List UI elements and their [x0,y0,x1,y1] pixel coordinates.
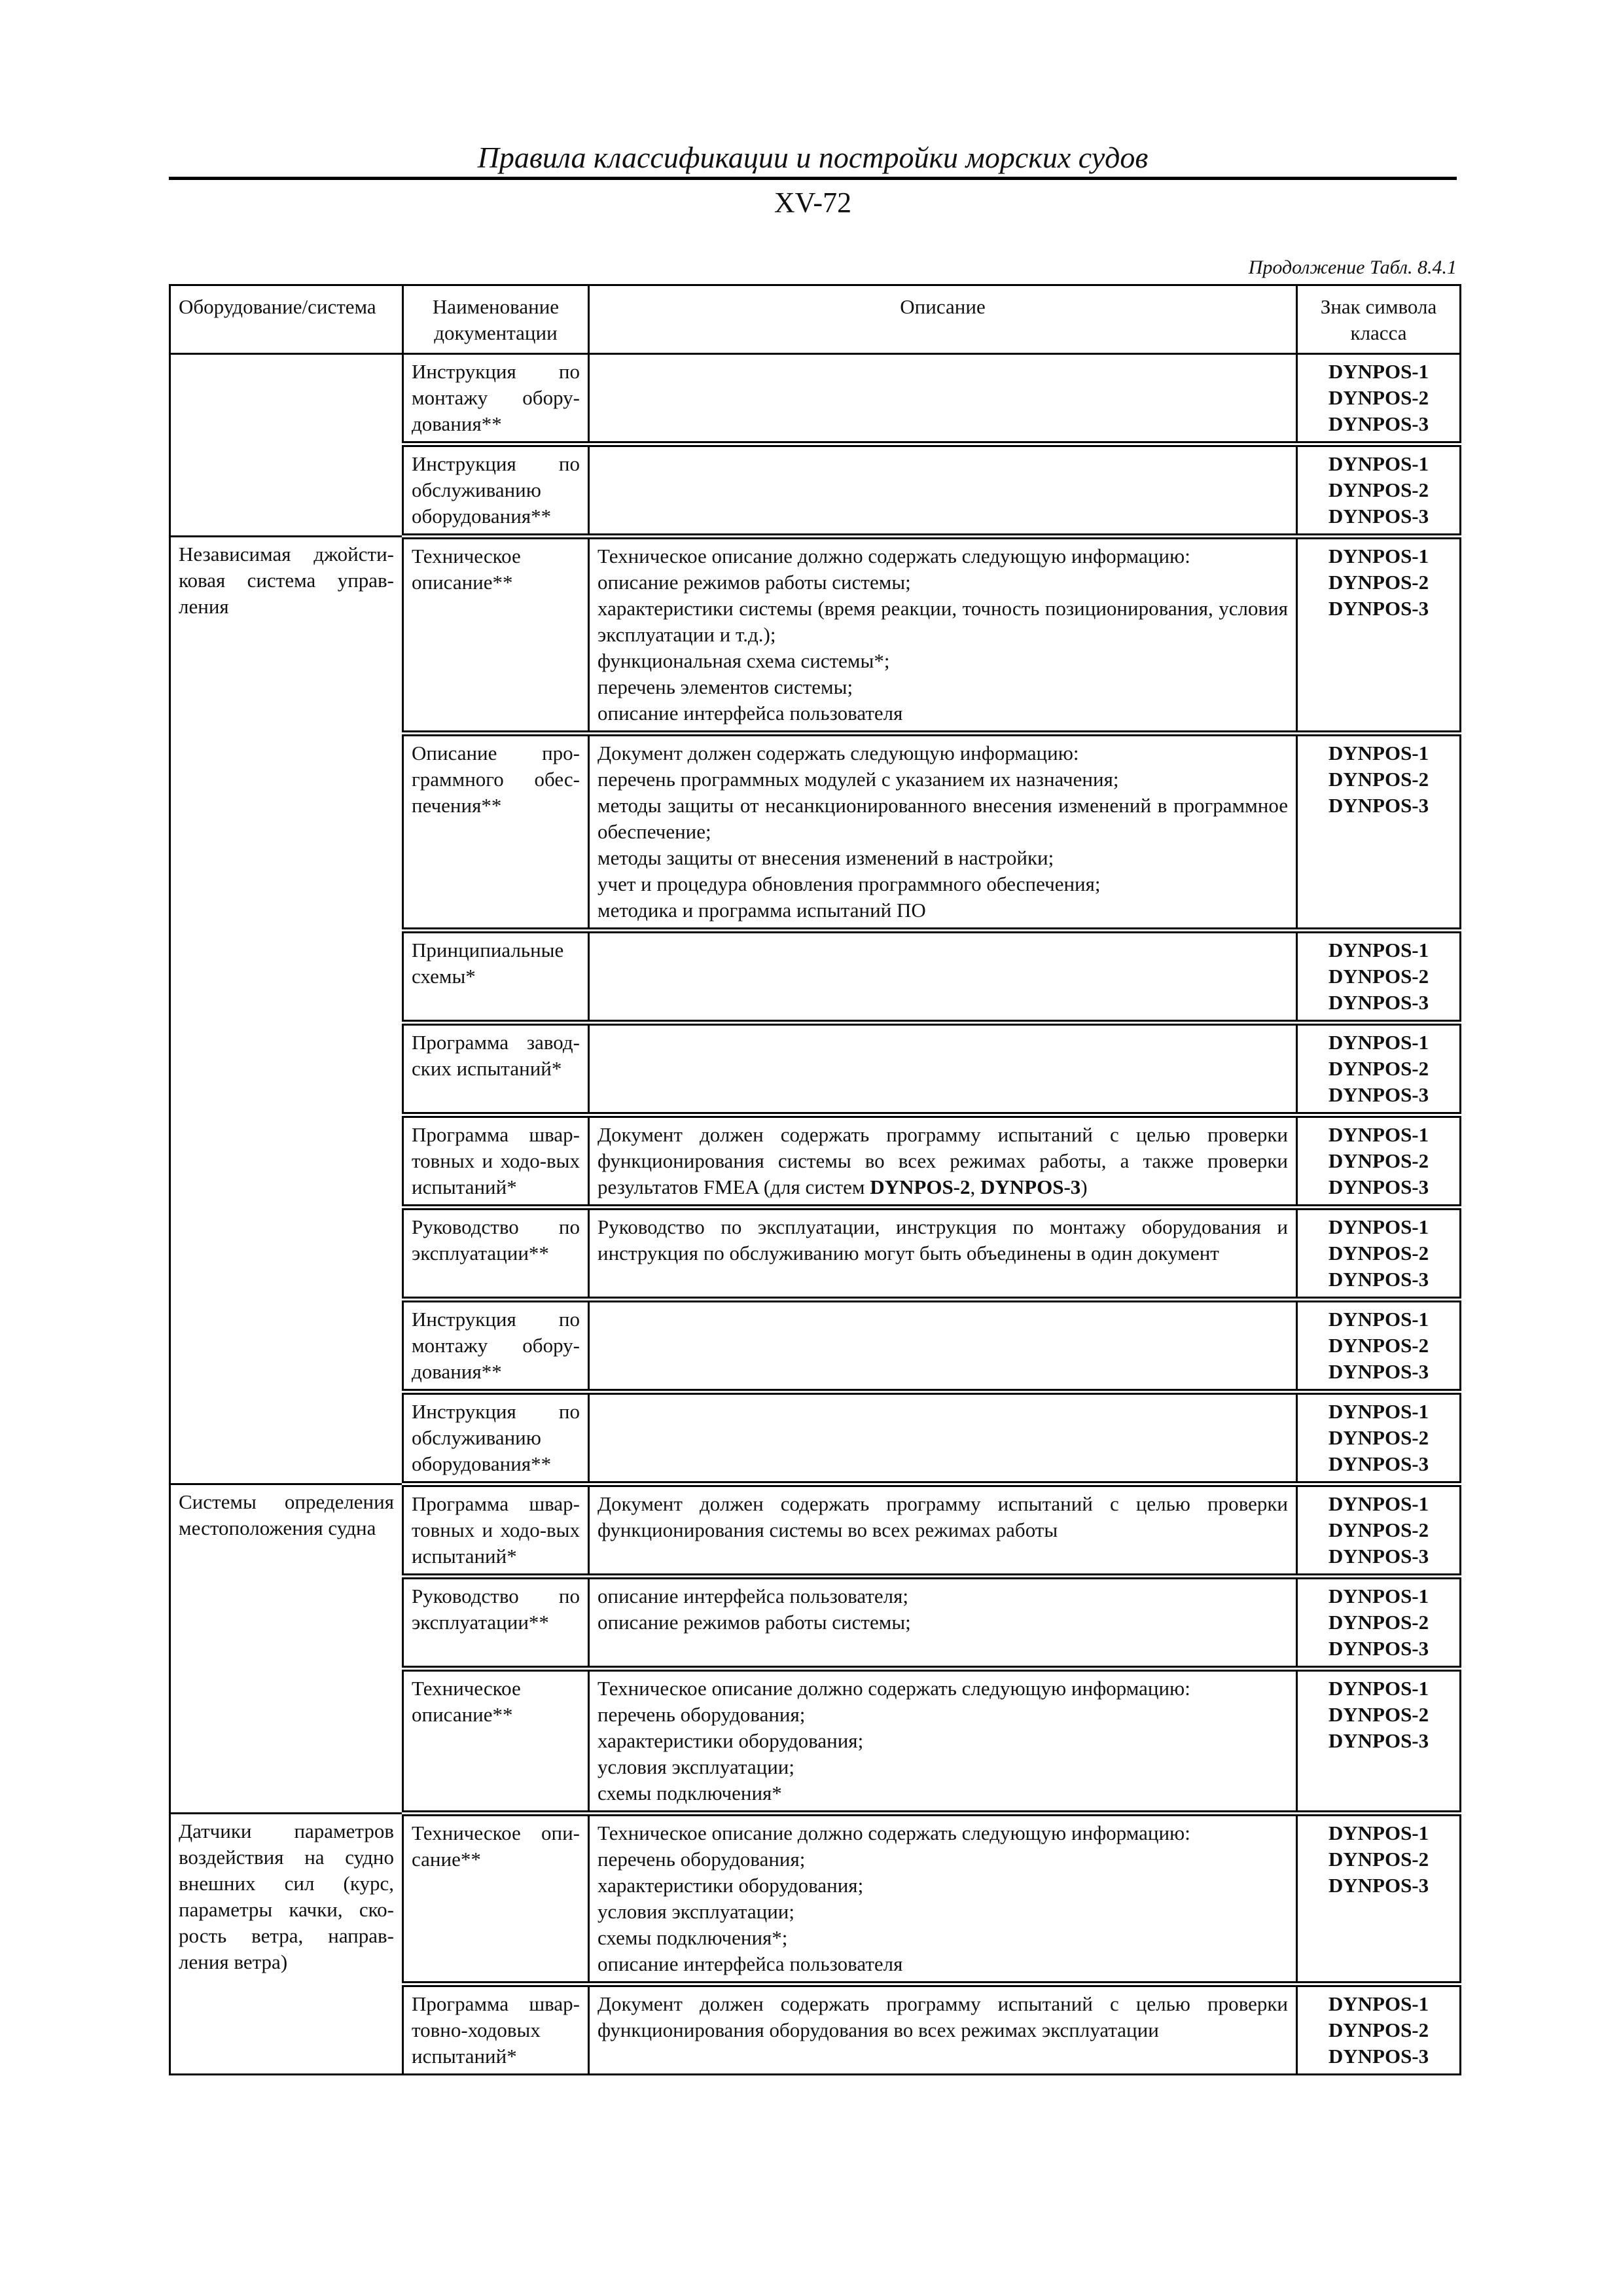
description-line: описание интерфейса пользователя; [597,1585,909,1607]
documentation-name-cell: Техническое описание** [403,1669,589,1814]
description-line: перечень оборудования; [597,1703,806,1726]
class-mark-cell [1297,1115,1461,1208]
column-header-class-mark: Знак символа класса [1297,285,1461,354]
table-row [170,1814,1461,1984]
description-line: характеристики системы (время реакции, точность позиционирования, условия эксплуатации и т.д.); [597,597,1288,646]
class-mark-2: DYNPOS-2 [1328,2018,1429,2041]
description-cell [589,734,1297,931]
documentation-name-cell: Техническое опи-сание** [403,1814,589,1984]
documentation-name-cell: Принципиальные схемы* [403,931,589,1023]
description-cell [589,1208,1297,1300]
description-line: схемы подключения*; [597,1926,788,1949]
description-cell [589,931,1297,1023]
description-line: описание интерфейса пользователя [597,702,903,725]
documentation-table [169,284,1461,2075]
class-mark-cell [1297,734,1461,931]
description-line: Документ должен содержать следующую информацию: [597,742,1079,764]
description-line: Техническое описание должно содержать следующую информацию: [597,1821,1190,1844]
class-mark-1: DYNPOS-1 [1328,1031,1429,1054]
description-line: перечень программных модулей с указанием их назначения; [597,768,1119,791]
documentation-name-cell: Инструкция по монтажу обору-дования** [403,1300,589,1392]
description-cell [589,1984,1297,2075]
class-mark-1: DYNPOS-1 [1328,1215,1429,1238]
class-mark-cell [1297,1484,1461,1577]
class-mark-cell [1297,1984,1461,2075]
description-line: описание режимов работы системы; [597,571,911,594]
class-mark-3: DYNPOS-3 [1328,1175,1429,1198]
column-header-equipment: Оборудование/система [170,285,403,354]
class-mark-1: DYNPOS-1 [1328,1585,1429,1607]
class-mark-2: DYNPOS-2 [1328,1703,1429,1726]
documentation-name-cell: Инструкция по обслуживанию оборудования** [403,1392,589,1484]
column-header-description: Описание [589,285,1297,354]
documentation-name-cell: Инструкция по монтажу обору-дования** [403,354,589,444]
description-line: характеристики оборудования; [597,1729,864,1752]
class-mark-cell [1297,1577,1461,1669]
class-mark-3: DYNPOS-3 [1328,1545,1429,1568]
class-mark-3: DYNPOS-3 [1328,1729,1429,1752]
class-mark-3: DYNPOS-3 [1328,597,1429,620]
class-mark-3: DYNPOS-3 [1328,505,1429,528]
description-cell [589,444,1297,537]
description-line: описание интерфейса пользователя [597,1952,903,1975]
description-cell [589,537,1297,734]
class-mark-1: DYNPOS-1 [1328,1308,1429,1331]
class-mark-3: DYNPOS-3 [1328,1637,1429,1660]
class-mark-2: DYNPOS-2 [1328,1149,1429,1172]
description-cell [589,1115,1297,1208]
class-mark-1: DYNPOS-1 [1328,545,1429,567]
description-line: учет и процедура обновления программного обеспечения; [597,872,1101,895]
description-line: методы защиты от внесения изменений в настройки; [597,846,1054,869]
table-row [170,354,1461,444]
table-row [170,1484,1461,1577]
equipment-cell: Датчики параметров воздействия на судно внешних сил (курс, параметры качки, ско-рость ветра, направ-ления ветра) [170,1814,403,2075]
class-mark-1: DYNPOS-1 [1328,1492,1429,1515]
inline-class-mark: DYNPOS-3 [980,1175,1081,1198]
description-line: Документ должен содержать программу испытаний с целью проверки функционирования системы во всех режимах работы [597,1492,1288,1541]
description-cell [589,1814,1297,1984]
description-cell [589,1392,1297,1484]
table-body [170,354,1461,2075]
class-mark-3: DYNPOS-3 [1328,1268,1429,1291]
column-header-documentation: Наименование документации [403,285,589,354]
class-mark-cell [1297,1208,1461,1300]
class-mark-3: DYNPOS-3 [1328,794,1429,817]
class-mark-3: DYNPOS-3 [1328,1360,1429,1383]
class-mark-2: DYNPOS-2 [1328,478,1429,501]
documentation-name-cell: Программа швар-товных и ходо-вых испытаний* [403,1115,589,1208]
class-mark-2: DYNPOS-2 [1328,386,1429,409]
description-cell [589,1577,1297,1669]
description-line: методы защиты от несанкционированного внесения изменений в программное обеспечение; [597,794,1288,843]
class-mark-2: DYNPOS-2 [1328,1334,1429,1357]
class-mark-cell [1297,1392,1461,1484]
header-rule [169,177,1457,180]
description-line: Документ должен содержать программу испытаний с целью проверки функционирования системы во всех режимах работы, а также проверки результатов FMEA (для систем DYNPOS-2, DYNPOS-3) [597,1123,1288,1198]
inline-class-mark: DYNPOS-2 [870,1175,971,1198]
class-mark-2: DYNPOS-2 [1328,1848,1429,1871]
class-mark-cell [1297,1023,1461,1115]
table-header-row [170,285,1461,354]
description-line: характеристики оборудования; [597,1874,864,1897]
description-line: перечень оборудования; [597,1848,806,1871]
class-mark-cell [1297,354,1461,444]
documentation-name-cell: Программа швар-товных и ходо-вых испытаний* [403,1484,589,1577]
class-mark-cell [1297,1669,1461,1814]
description-line: схемы подключения* [597,1782,782,1804]
class-mark-3: DYNPOS-3 [1328,412,1429,435]
equipment-cell: Независимая джойсти-ковая система управ-ления [170,537,403,1484]
class-mark-3: DYNPOS-3 [1328,1452,1429,1475]
class-mark-1: DYNPOS-1 [1328,452,1429,475]
description-cell [589,1669,1297,1814]
class-mark-cell [1297,931,1461,1023]
equipment-cell [170,354,403,537]
description-cell [589,354,1297,444]
class-mark-3: DYNPOS-3 [1328,1083,1429,1106]
description-line: методика и программа испытаний ПО [597,899,926,922]
description-cell [589,1484,1297,1577]
equipment-cell: Системы определения местоположения судна [170,1484,403,1814]
class-mark-3: DYNPOS-3 [1328,991,1429,1014]
description-line: условия эксплуатации; [597,1755,794,1778]
class-mark-3: DYNPOS-3 [1328,2045,1429,2068]
class-mark-2: DYNPOS-2 [1328,1611,1429,1634]
documentation-name-cell: Инструкция по обслуживанию оборудования** [403,444,589,537]
class-mark-2: DYNPOS-2 [1328,1057,1429,1080]
documentation-name-cell: Программа швар-товно-ходовых испытаний* [403,1984,589,2075]
description-line: перечень элементов системы; [597,675,853,698]
class-mark-2: DYNPOS-2 [1328,571,1429,594]
class-mark-1: DYNPOS-1 [1328,742,1429,764]
table-continuation-caption: Продолжение Табл. 8.4.1 [1248,257,1457,278]
description-line: описание режимов работы системы; [597,1611,911,1634]
class-mark-cell [1297,1814,1461,1984]
class-mark-1: DYNPOS-1 [1328,1992,1429,2015]
class-mark-2: DYNPOS-2 [1328,1242,1429,1265]
table-row [170,537,1461,734]
class-mark-cell [1297,537,1461,734]
page-number: XV-72 [774,187,852,219]
description-line: Документ должен содержать программу испытаний с целью проверки функционирования оборудования во всех режимах эксплуатации [597,1992,1288,2041]
class-mark-2: DYNPOS-2 [1328,1518,1429,1541]
class-mark-1: DYNPOS-1 [1328,1821,1429,1844]
documentation-name-cell: Руководство по эксплуатации** [403,1577,589,1669]
class-mark-cell [1297,1300,1461,1392]
documentation-name-cell: Описание про-граммного обес-печения** [403,734,589,931]
class-mark-1: DYNPOS-1 [1328,1677,1429,1700]
class-mark-1: DYNPOS-1 [1328,939,1429,961]
description-line: условия эксплуатации; [597,1900,794,1923]
description-cell [589,1300,1297,1392]
class-mark-1: DYNPOS-1 [1328,1123,1429,1146]
running-header: Правила классификации и постройки морских судов [477,141,1149,174]
description-line: Техническое описание должно содержать следующую информацию: [597,1677,1190,1700]
description-line: Техническое описание должно содержать следующую информацию: [597,545,1190,567]
class-mark-cell [1297,444,1461,537]
documentation-name-cell: Руководство по эксплуатации** [403,1208,589,1300]
documentation-name-cell: Техническое описание** [403,537,589,734]
class-mark-2: DYNPOS-2 [1328,965,1429,988]
class-mark-1: DYNPOS-1 [1328,360,1429,383]
description-line: Руководство по эксплуатации, инструкция по монтажу оборудования и инструкция по обслуживанию могут быть объединены в один документ [597,1215,1288,1265]
description-line: функциональная схема системы*; [597,649,890,672]
description-cell [589,1023,1297,1115]
class-mark-2: DYNPOS-2 [1328,1426,1429,1449]
class-mark-2: DYNPOS-2 [1328,768,1429,791]
documentation-name-cell: Программа завод-ских испытаний* [403,1023,589,1115]
class-mark-3: DYNPOS-3 [1328,1874,1429,1897]
class-mark-1: DYNPOS-1 [1328,1400,1429,1423]
